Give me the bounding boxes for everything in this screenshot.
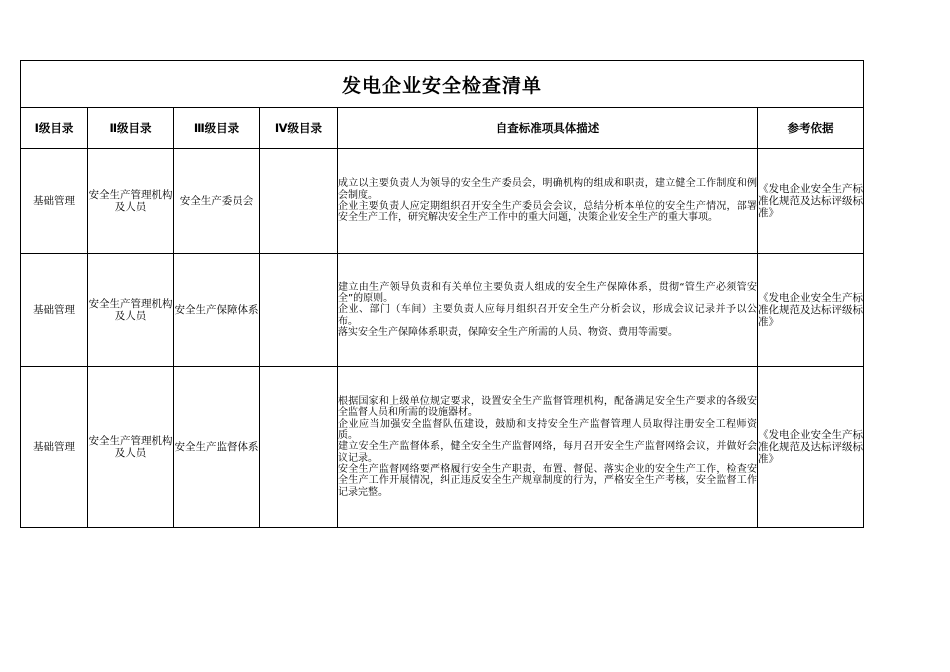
row-level2: 安全生产管理机构及人员: [88, 254, 174, 367]
sheet-title: 发电企业安全检查清单: [21, 61, 864, 108]
row-description: [338, 254, 758, 367]
checklist-table: [20, 60, 864, 528]
table-row: [21, 149, 864, 254]
header-description: 自查标准项具体描述: [338, 108, 758, 149]
description-line: 企业、部门（车间）主要负责人应每月组织召开安全生产分析会议，形成会议记录并予以公布。: [338, 304, 757, 327]
description-line: 建立由生产领导负责和有关单位主要负责人组成的安全生产保障体系，贯彻“管生产必须管安全”的原则。: [338, 281, 757, 305]
row-level4: [260, 254, 338, 367]
row-description: [338, 367, 758, 528]
row-level1: 基础管理: [21, 254, 88, 367]
table-row: [21, 254, 864, 367]
description-line: 建立安全生产监督体系，健全安全生产监督网络，每月召开安全生产监督网络会议，并做好会议记录。: [338, 441, 757, 464]
row-level3: 安全生产委员会: [174, 149, 260, 254]
header-level2: Ⅱ级目录: [88, 108, 174, 149]
description-line: 安全生产监督网络要严格履行安全生产职责，布置、督促、落实企业的安全生产工作，检查安全生产工作开展情况，纠正违反安全生产规章制度的行为，严格安全生产考核，安全监督工作记录完整。: [338, 463, 757, 498]
row-level1: 基础管理: [21, 149, 88, 254]
description-line: 根据国家和上级单位规定要求，设置安全生产监督管理机构，配备满足安全生产要求的各级安全监督人员和所需的设施器材。: [338, 396, 757, 419]
row-reference: 《发电企业安全生产标准化规范及达标评级标准》: [758, 367, 864, 528]
row-level4: [260, 367, 338, 528]
header-reference: 参考依据: [758, 108, 864, 149]
row-reference: 《发电企业安全生产标准化规范及达标评级标准》: [758, 254, 864, 367]
row-level1: 基础管理: [21, 367, 88, 528]
row-level3: 安全生产保障体系: [174, 254, 260, 367]
row-description: [338, 149, 758, 254]
header-level4: Ⅳ级目录: [260, 108, 338, 149]
description-line: 落实安全生产保障体系职责，保障安全生产所需的人员、物资、费用等需要。: [338, 326, 678, 338]
header-level3: Ⅲ级目录: [174, 108, 260, 149]
header-row: [21, 108, 864, 149]
row-level3: 安全生产监督体系: [174, 367, 260, 528]
description-line: 成立以主要负责人为领导的安全生产委员会，明确机构的组成和职责，建立健全工作制度和例会制度。: [338, 178, 757, 201]
row-reference: 《发电企业安全生产标准化规范及达标评级标准》: [758, 149, 864, 254]
table-row: [21, 367, 864, 528]
header-level1: Ⅰ级目录: [21, 108, 88, 149]
description-line: 企业应当加强安全监督队伍建设，鼓励和支持安全生产监督管理人员取得注册安全工程师资质。: [338, 418, 757, 442]
description-line: 企业主要负责人应定期组织召开安全生产委员会会议，总结分析本单位的安全生产情况，部署安全生产工作，研究解决安全生产工作中的重大问题，决策企业安全生产的重大事项。: [338, 201, 757, 224]
row-level2: 安全生产管理机构及人员: [88, 367, 174, 528]
row-level4: [260, 149, 338, 254]
row-level2: 安全生产管理机构及人员: [88, 149, 174, 254]
